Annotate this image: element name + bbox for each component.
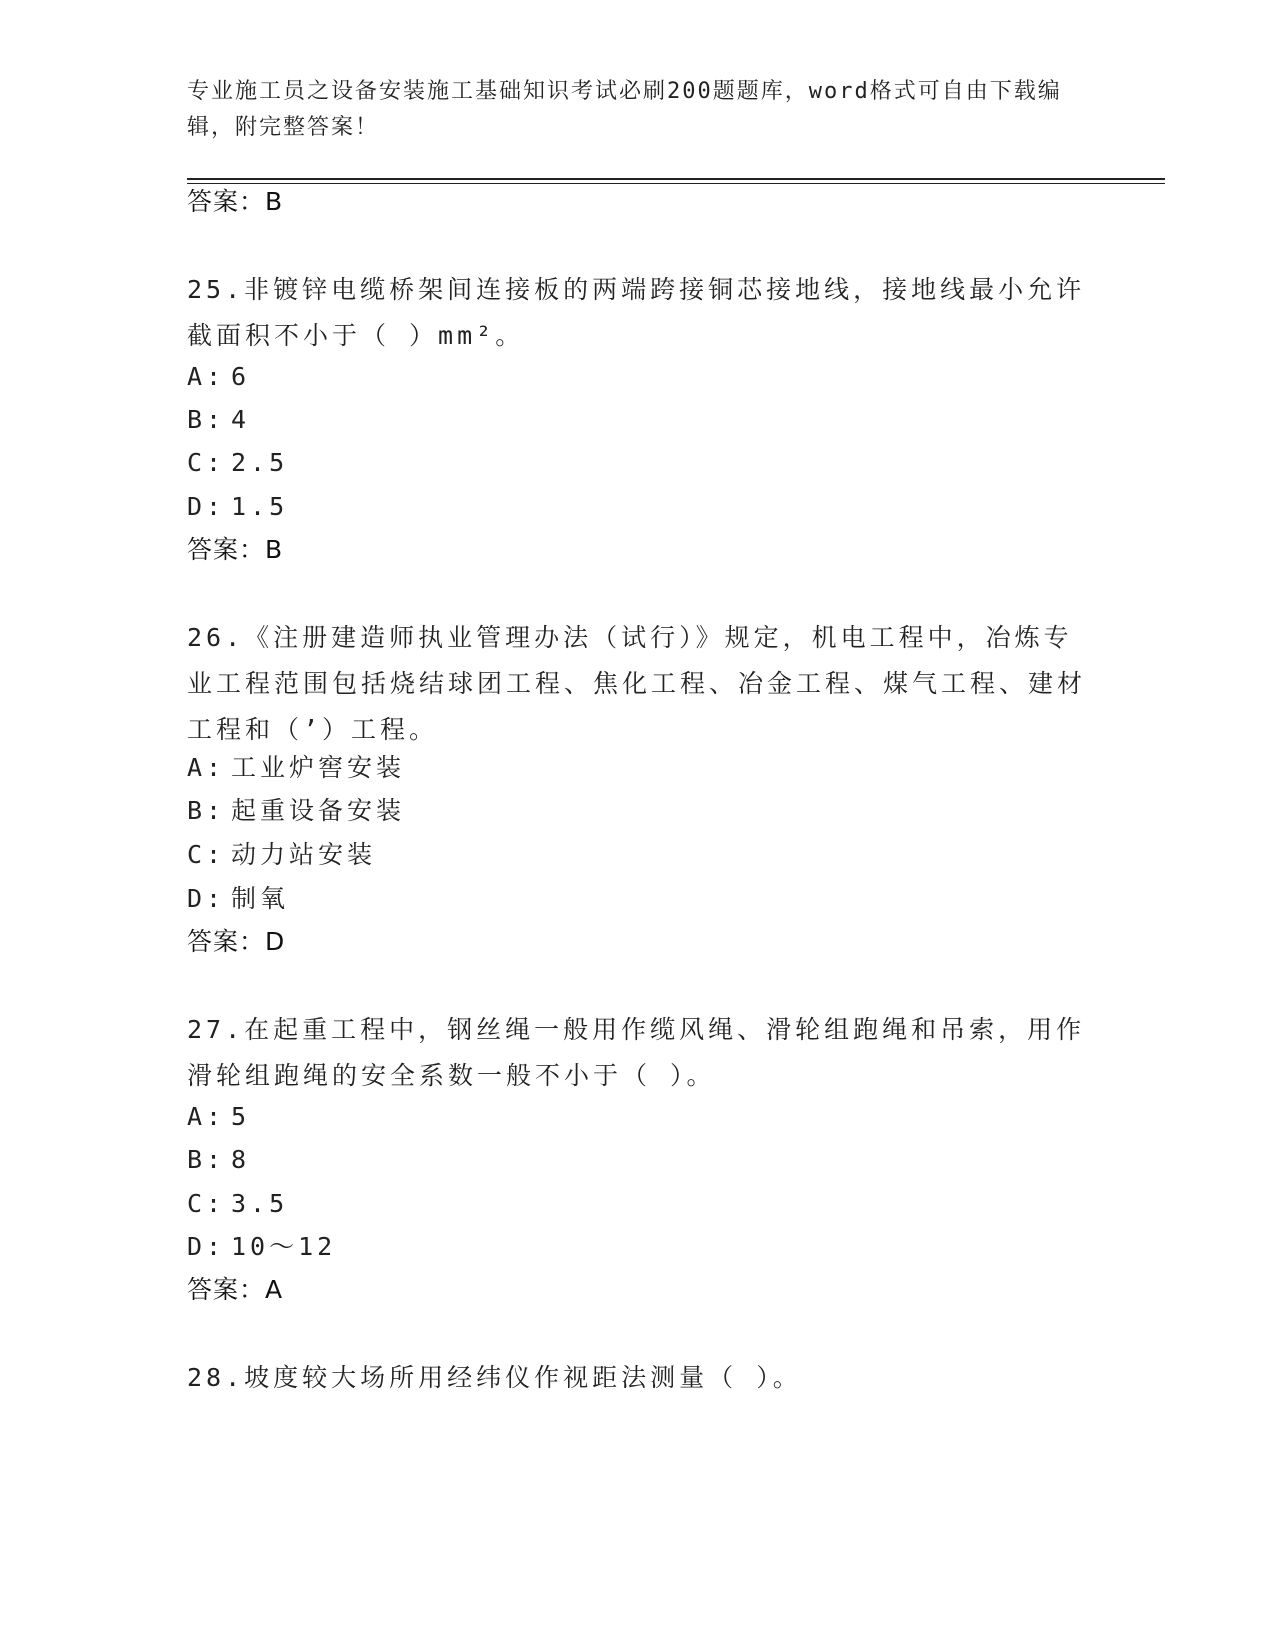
answer-line: 答案：D <box>187 927 286 956</box>
option-letter: D: <box>187 884 226 913</box>
option-text: 8 <box>231 1145 251 1174</box>
option-text: 工业炉窖安装 <box>231 753 406 782</box>
option-c <box>187 445 288 481</box>
option-c <box>187 837 376 873</box>
option-letter: B: <box>187 796 226 825</box>
option-text: 2.5 <box>231 448 289 477</box>
header-divider-thin <box>187 183 1165 184</box>
option-letter: A: <box>187 753 226 782</box>
option-text: 制氧 <box>231 884 290 913</box>
option-letter: A: <box>187 362 226 391</box>
option-text: 起重设备安装 <box>231 796 406 825</box>
option-text: 动力站安装 <box>231 840 377 869</box>
option-d <box>187 881 289 917</box>
option-d <box>187 1229 336 1265</box>
answer-line: 答案：B <box>187 535 284 564</box>
question-text: 25.非镀锌电缆桥架间连接板的两端跨接铜芯接地线，接地线最小允许截面积不小于（ ）mm²。 <box>187 275 1086 350</box>
option-text: 1.5 <box>231 492 289 521</box>
answer-line: 答案：B <box>187 187 284 216</box>
option-text: 10～12 <box>231 1232 337 1261</box>
option-letter: C: <box>187 448 226 477</box>
option-text: 4 <box>231 405 251 434</box>
option-letter: C: <box>187 1189 226 1218</box>
option-b <box>187 1142 250 1178</box>
document-header: 专业施工员之设备安装施工基础知识考试必刷200题题库，word格式可自由下载编辑，附完整答案！ <box>187 79 1062 140</box>
option-a <box>187 1099 250 1135</box>
option-text: 3.5 <box>231 1189 289 1218</box>
document-page <box>187 0 1167 1650</box>
option-a <box>187 750 405 786</box>
option-b <box>187 402 250 438</box>
option-a <box>187 359 250 395</box>
option-b <box>187 793 405 829</box>
option-letter: B: <box>187 1145 226 1174</box>
option-text: 5 <box>231 1102 251 1131</box>
option-d <box>187 489 288 525</box>
option-c <box>187 1186 288 1222</box>
option-letter: C: <box>187 840 226 869</box>
option-letter: B: <box>187 405 226 434</box>
question-text: 26.《注册建造师执业管理办法（试行）》规定，机电工程中，冶炼专业工程范围包括烧结球团工程、焦化工程、冶金工程、煤气工程、建材工程和（’）工程。 <box>187 623 1087 744</box>
header-divider <box>187 178 1165 180</box>
question-text: 28.坡度较大场所用经纬仪作视距法测量（ ）。 <box>187 1363 802 1392</box>
option-letter: D: <box>187 492 226 521</box>
option-letter: D: <box>187 1232 226 1261</box>
answer-line: 答案：A <box>187 1275 284 1304</box>
option-letter: A: <box>187 1102 226 1131</box>
option-text: 6 <box>231 362 251 391</box>
question-text: 27.在起重工程中，钢丝绳一般用作缆风绳、滑轮组跑绳和吊索，用作滑轮组跑绳的安全系数一般不小于（ ）。 <box>187 1015 1086 1090</box>
